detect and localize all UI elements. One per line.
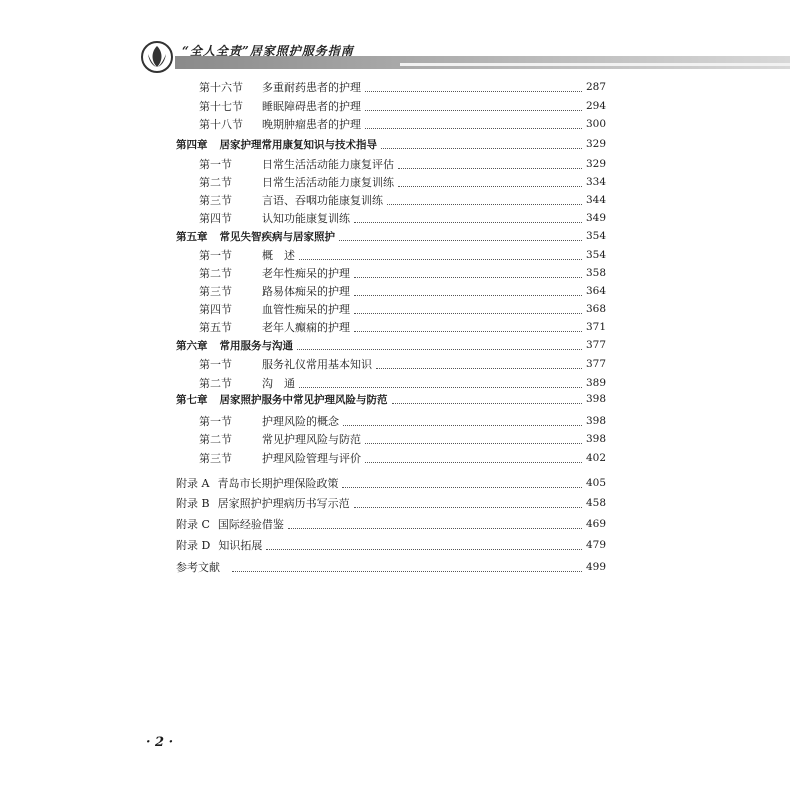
toc-entry-page: 344 bbox=[585, 194, 606, 206]
toc-leader-dots bbox=[232, 562, 582, 572]
toc-leader-dots bbox=[299, 378, 582, 388]
toc-entry bbox=[176, 390, 606, 408]
toc-entry-number: 第四节 bbox=[199, 212, 232, 225]
toc-entry bbox=[176, 155, 606, 173]
toc-leader-dots bbox=[288, 519, 582, 529]
toc-entry bbox=[176, 191, 606, 209]
toc-leader-dots bbox=[392, 394, 582, 404]
header-title: “全人全责”居家照护服务指南 bbox=[182, 44, 354, 58]
toc-entry-number: 参考文献 bbox=[176, 561, 220, 574]
toc-entry-number: 第五节 bbox=[199, 321, 232, 334]
toc-entry bbox=[176, 494, 606, 512]
toc-entry bbox=[176, 264, 606, 282]
toc-entry-number: 第二节 bbox=[199, 176, 232, 189]
toc-entry-page: 398 bbox=[585, 393, 606, 405]
toc-leader-dots bbox=[266, 540, 582, 550]
toc-entry-number: 第七章 bbox=[176, 393, 208, 406]
toc-entry-title: 居家照护服务中常见护理风险与防范 bbox=[219, 393, 388, 406]
toc-leader-dots bbox=[365, 101, 582, 111]
toc-entry-page: 294 bbox=[585, 100, 606, 112]
toc-entry-page: 371 bbox=[585, 321, 606, 333]
toc-entry-page: 368 bbox=[585, 303, 606, 315]
toc-entry-page: 354 bbox=[585, 230, 606, 242]
toc-leader-dots bbox=[398, 177, 582, 187]
toc-entry bbox=[176, 173, 606, 191]
toc-entry-title: 服务礼仪常用基本知识 bbox=[262, 358, 372, 371]
toc-leader-dots bbox=[342, 478, 582, 488]
toc-entry-page: 499 bbox=[585, 561, 606, 573]
toc-leader-dots bbox=[339, 231, 582, 241]
toc-leader-dots bbox=[354, 304, 582, 314]
toc-entry-title: 日常生活活动能力康复训练 bbox=[262, 176, 394, 189]
toc-entry bbox=[176, 318, 606, 336]
toc-entry bbox=[176, 78, 606, 96]
toc-entry bbox=[176, 300, 606, 318]
toc-entry-page: 377 bbox=[585, 358, 606, 370]
toc-entry-page: 334 bbox=[585, 176, 606, 188]
toc-leader-dots bbox=[365, 82, 582, 92]
toc-leader-dots bbox=[365, 119, 582, 129]
toc-entry bbox=[176, 474, 606, 492]
toc-entry-title: 沟 通 bbox=[262, 377, 295, 390]
toc-entry-title: 多重耐药患者的护理 bbox=[262, 81, 361, 94]
toc-entry-page: 398 bbox=[585, 415, 606, 427]
toc-entry-title: 护理风险管理与评价 bbox=[262, 452, 361, 465]
toc-entry bbox=[176, 282, 606, 300]
toc-entry-number: 第一节 bbox=[199, 249, 232, 262]
toc-entry-title: 睡眠障碍患者的护理 bbox=[262, 100, 361, 113]
toc-entry-page: 479 bbox=[585, 539, 606, 551]
toc-entry-number: 附录 D bbox=[176, 539, 211, 552]
toc-entry-number: 第一节 bbox=[199, 158, 232, 171]
toc-entry-title: 国际经验借鉴 bbox=[217, 518, 284, 531]
toc-leader-dots bbox=[354, 322, 582, 332]
toc-entry-page: 354 bbox=[585, 249, 606, 261]
toc-entry bbox=[176, 209, 606, 227]
toc-entry bbox=[176, 246, 606, 264]
toc-entry-page: 458 bbox=[585, 497, 606, 509]
toc-entry-title: 认知功能康复训练 bbox=[262, 212, 350, 225]
toc-entry-page: 389 bbox=[585, 377, 606, 389]
toc-entry-title: 概 述 bbox=[262, 249, 295, 262]
toc-entry-title: 老年性痴呆的护理 bbox=[262, 267, 350, 280]
toc-entry-title: 老年人癫痫的护理 bbox=[262, 321, 350, 334]
toc-entry bbox=[176, 115, 606, 133]
page-header bbox=[0, 0, 790, 80]
toc-entry-number: 第十七节 bbox=[199, 100, 243, 113]
toc-entry-page: 469 bbox=[585, 518, 606, 530]
toc-entry-number: 第四章 bbox=[176, 138, 208, 151]
toc-leader-dots bbox=[365, 453, 582, 463]
toc-entry-page: 364 bbox=[585, 285, 606, 297]
toc-entry-number: 附录 C bbox=[176, 518, 210, 531]
toc-entry bbox=[176, 536, 606, 554]
toc-entry-page: 402 bbox=[585, 452, 606, 464]
toc-entry-number: 第三节 bbox=[199, 452, 232, 465]
toc-leader-dots bbox=[354, 286, 582, 296]
toc-leader-dots bbox=[297, 340, 582, 350]
toc-entry-number: 第十六节 bbox=[199, 81, 243, 94]
toc-entry bbox=[176, 97, 606, 115]
toc-leader-dots bbox=[354, 268, 582, 278]
toc-entry-number: 第四节 bbox=[199, 303, 232, 316]
leaf-logo-icon bbox=[140, 40, 174, 74]
toc-entry-title: 日常生活活动能力康复评估 bbox=[262, 158, 394, 171]
toc-entry-page: 287 bbox=[585, 81, 606, 93]
toc-entry-page: 377 bbox=[585, 339, 606, 351]
toc-leader-dots bbox=[354, 498, 582, 508]
toc-leader-dots bbox=[299, 250, 582, 260]
toc-entry-page: 349 bbox=[585, 212, 606, 224]
toc-entry-title: 居家护理常用康复知识与技术指导 bbox=[219, 138, 377, 151]
toc-entry bbox=[176, 515, 606, 533]
toc-entry-number: 第六章 bbox=[176, 339, 208, 352]
page-number: · 2 · bbox=[146, 735, 174, 750]
header-bar-highlight bbox=[400, 63, 790, 66]
toc-entry-number: 第二节 bbox=[199, 433, 232, 446]
toc-entry-page: 405 bbox=[585, 477, 606, 489]
toc-entry-number: 第十八节 bbox=[199, 118, 243, 131]
toc-entry bbox=[176, 558, 606, 576]
toc-entry-page: 329 bbox=[585, 158, 606, 170]
toc-entry-page: 398 bbox=[585, 433, 606, 445]
toc-entry bbox=[176, 135, 606, 153]
toc-entry-title: 护理风险的概念 bbox=[262, 415, 339, 428]
toc-leader-dots bbox=[387, 195, 582, 205]
toc-entry bbox=[176, 227, 606, 245]
toc-entry bbox=[176, 336, 606, 354]
toc-entry-title: 青岛市长期护理保险政策 bbox=[217, 477, 339, 490]
toc-leader-dots bbox=[365, 434, 582, 444]
toc-entry bbox=[176, 449, 606, 467]
toc-entry bbox=[176, 412, 606, 430]
toc-entry-number: 第一节 bbox=[199, 358, 232, 371]
toc-entry-number: 附录 A bbox=[176, 477, 210, 490]
toc-entry-title: 路易体痴呆的护理 bbox=[262, 285, 350, 298]
toc-entry-number: 第三节 bbox=[199, 194, 232, 207]
toc-leader-dots bbox=[354, 213, 582, 223]
toc-entry-number: 附录 B bbox=[176, 497, 210, 510]
toc-entry-title: 血管性痴呆的护理 bbox=[262, 303, 350, 316]
toc-entry bbox=[176, 355, 606, 373]
toc-leader-dots bbox=[343, 416, 582, 426]
toc-entry-page: 300 bbox=[585, 118, 606, 130]
toc-entry-number: 第五章 bbox=[176, 230, 208, 243]
toc-entry bbox=[176, 430, 606, 448]
toc-entry-number: 第二节 bbox=[199, 267, 232, 280]
toc-entry-number: 第三节 bbox=[199, 285, 232, 298]
toc-entry-page: 358 bbox=[585, 267, 606, 279]
toc-entry-number: 第一节 bbox=[199, 415, 232, 428]
toc-entry-title: 晚期肿瘤患者的护理 bbox=[262, 118, 361, 131]
toc-entry-title: 常见失智疾病与居家照护 bbox=[219, 230, 335, 243]
toc-entry-title: 知识拓展 bbox=[218, 539, 263, 552]
toc-entry-page: 329 bbox=[585, 138, 606, 150]
toc-entry-title: 言语、吞咽功能康复训练 bbox=[262, 194, 383, 207]
toc-leader-dots bbox=[376, 359, 582, 369]
toc-entry-title: 常用服务与沟通 bbox=[219, 339, 293, 352]
toc-entry-number: 第二节 bbox=[199, 377, 232, 390]
toc-leader-dots bbox=[381, 139, 582, 149]
toc-entry-title: 居家照护护理病历书写示范 bbox=[217, 497, 350, 510]
toc-entry-title: 常见护理风险与防范 bbox=[262, 433, 361, 446]
toc-leader-dots bbox=[398, 159, 582, 169]
